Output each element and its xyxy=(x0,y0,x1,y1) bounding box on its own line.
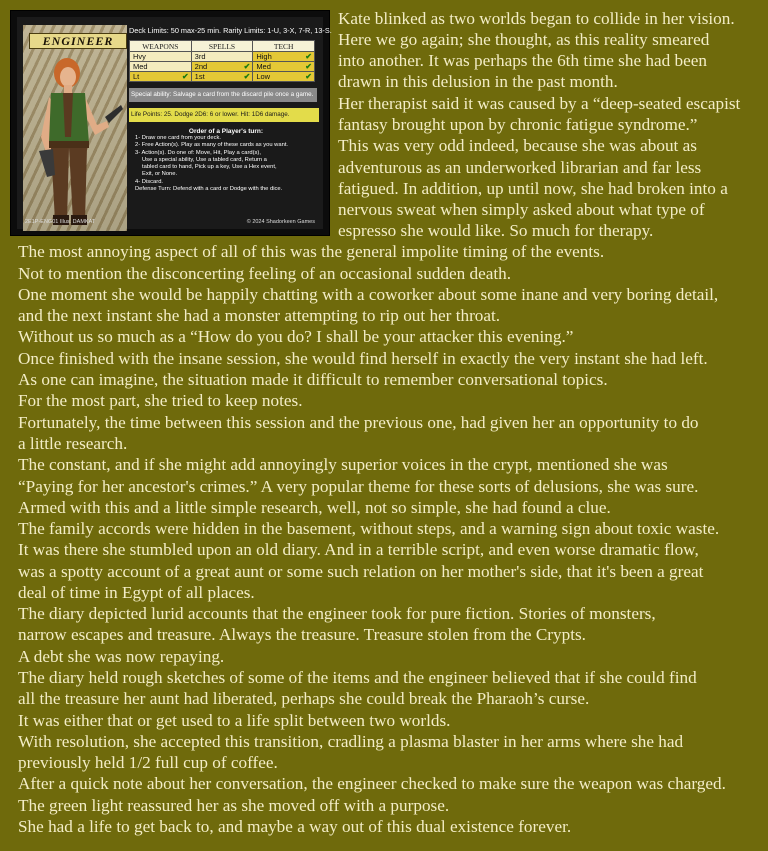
turn-step: 4- Discard. xyxy=(135,178,164,185)
text-line: After a quick note about her conversation, the engineer checked to make sure the weapon was charged. xyxy=(18,774,726,793)
text-line: nervous sweat when simply asked about what type of xyxy=(338,200,705,219)
checkmark-icon: ✔ xyxy=(181,72,189,81)
text-line: The family accords were hidden in the basement, without steps, and a warning sign about toxic waste. xyxy=(18,519,720,538)
turn-step: tabled card to hand, Pick up a key, Use a Hex event, xyxy=(142,164,277,171)
turn-step: 3- Action(s). Do one of: Move, Hit, Play a card(s), xyxy=(135,149,261,156)
text-line: One moment she would be happily chatting with a coworker about some inane and very boring detail, xyxy=(18,285,719,304)
special-ability: Special ability: Salvage a card from the discard pile once a game. xyxy=(129,88,317,102)
text-line: Kate blinked as two worlds began to collide in her vision. xyxy=(338,9,735,28)
text-line: Fortunately, the time between this session and the previous one, had given her an opportunity to do xyxy=(18,413,699,432)
text-line: Armed with this and a little simple research, well, not so simple, she had found a clue. xyxy=(18,498,611,517)
text-line: Without us so much as a “How do you do? I shall be your attacker this evening.” xyxy=(18,327,574,346)
tech-header: TECH xyxy=(253,41,315,52)
card-footer xyxy=(23,219,317,227)
turn-step: 1- Draw one card from your deck. xyxy=(135,135,222,141)
table-row xyxy=(130,62,315,72)
checkmark-icon: ✔ xyxy=(305,52,312,61)
text-line: drawn in this delusion in the past month. xyxy=(338,72,618,91)
table-row xyxy=(130,72,315,82)
text-line: fatigued. In addition, up until now, she had broken into a xyxy=(338,179,728,198)
text-line: The green light reassured her as she moved off with a purpose. xyxy=(18,796,450,815)
text-line: A debt she was now repaying. xyxy=(18,647,225,666)
weapons-header: WEAPONS xyxy=(130,41,192,52)
table-cell: Low ✔ xyxy=(253,72,315,82)
text-line: Not to mention the disconcerting feeling of an occasional sudden death. xyxy=(18,264,512,283)
table-cell: Lt ✔ xyxy=(130,72,192,82)
text-line: She had a life to get back to, and maybe a way out of this dual existence forever. xyxy=(18,817,572,836)
text-line: With resolution, she accepted this transition, cradling a plasma blaster in her arms where she had xyxy=(18,732,684,751)
table-cell: High ✔ xyxy=(253,52,315,62)
text-line: all the treasure her aunt had liberated, perhaps she could break the Pharaoh’s curse. xyxy=(18,689,590,708)
card-id: 2E1P-ENG01 Illus. DAMKAT xyxy=(25,219,96,225)
text-line: It was there she stumbled upon an old diary. And in a terrible script, and even worse dramatic flow, xyxy=(18,540,699,559)
text-line: The constant, and if she might add annoyingly superior voices in the crypt, mentioned she was xyxy=(18,455,668,474)
turn-step: Defense Turn: Defend with a card or Dodge with the dice. xyxy=(135,186,283,193)
card-copyright: © 2024 Shadorkeen Games xyxy=(246,219,315,225)
life-points: Life Points: 25. Dodge 2D6: 6 or lower. Hit: 1D6 damage. xyxy=(129,108,319,122)
table-cell: Med xyxy=(130,62,192,72)
text-line: and the next instant she had a monster attempting to rip out her throat. xyxy=(18,306,501,325)
text-line: adventurous as an underworked librarian and far less xyxy=(338,158,702,177)
checkmark-icon: ✔ xyxy=(305,62,312,71)
text-line: As one can imagine, the situation made it difficult to remember conversational topics. xyxy=(18,370,608,389)
table-cell: 2nd ✔ xyxy=(191,62,253,72)
turn-step: 2- Free Action(s). Play as many of these cards as you want. xyxy=(135,142,289,149)
turn-order-title: Order of a Player's turn: xyxy=(188,128,264,135)
table-cell: 1st ✔ xyxy=(191,72,253,82)
text-line: For the most part, she tried to keep notes. xyxy=(18,391,303,410)
checkmark-icon: ✔ xyxy=(243,72,251,81)
turn-step: Exit, or None. xyxy=(142,171,178,178)
text-line: into another. It was perhaps the 6th time she had been xyxy=(338,51,707,70)
text-line: Her therapist said it was caused by a “deep-seated escapist xyxy=(338,94,741,113)
spells-header: SPELLS xyxy=(191,41,253,52)
text-line: The diary held rough sketches of some of the items and the engineer believed that if she could find xyxy=(18,668,697,687)
text-line: Once finished with the insane session, she would find herself in exactly the very instant she had left. xyxy=(18,349,708,368)
table-row xyxy=(130,52,315,62)
class-limits-table xyxy=(129,40,315,82)
text-line: “Paying for her ancestor's crimes.” A very popular theme for these sorts of delusions, she was sure. xyxy=(18,477,699,496)
table-cell: 3rd xyxy=(191,52,253,62)
text-line: The most annoying aspect of all of this was the general impolite timing of the events. xyxy=(18,242,605,261)
text-line: fantasy brought upon by chronic fatigue syndrome.” xyxy=(338,115,698,134)
card-stats xyxy=(129,23,332,229)
checkmark-icon: ✔ xyxy=(243,62,251,71)
turn-step: Use a special ability, Use a tabled card, Return a xyxy=(142,156,267,163)
text-line: The diary depicted lurid accounts that the engineer took for pure fiction. Stories of monsters, xyxy=(18,604,656,623)
text-line: narrow escapes and treasure. Always the treasure. Treasure stolen from the Crypts. xyxy=(18,625,586,644)
engineer-figure-image xyxy=(23,25,127,231)
deck-limits: Deck Limits: 50 max-25 min. Rarity Limits: 1-U, 3-X, 7-R, 13-S. xyxy=(129,26,332,35)
card-illustration xyxy=(23,25,127,231)
table-cell: Hvy xyxy=(130,52,192,62)
table-cell: Med ✔ xyxy=(253,62,315,72)
checkmark-icon: ✔ xyxy=(305,72,312,81)
text-line: espresso she would like. So much for therapy. xyxy=(338,221,654,240)
text-line: previously held 1/2 full cup of coffee. xyxy=(18,753,278,772)
card-face xyxy=(17,17,332,229)
text-line: It was either that or get used to a life split between two worlds. xyxy=(18,711,451,730)
text-line: Here we go again; she thought, as this reality smeared xyxy=(338,30,710,49)
text-line: deal of time in Egypt of all places. xyxy=(18,583,255,602)
card-name: ENGINEER xyxy=(29,33,127,49)
text-line: was a spotty account of a great aunt or some such relation on her mother's side, that it's been a great xyxy=(18,562,704,581)
character-card xyxy=(10,10,330,236)
text-line: a little research. xyxy=(18,434,128,453)
text-line: This was very odd indeed, because she was about as xyxy=(338,136,697,155)
